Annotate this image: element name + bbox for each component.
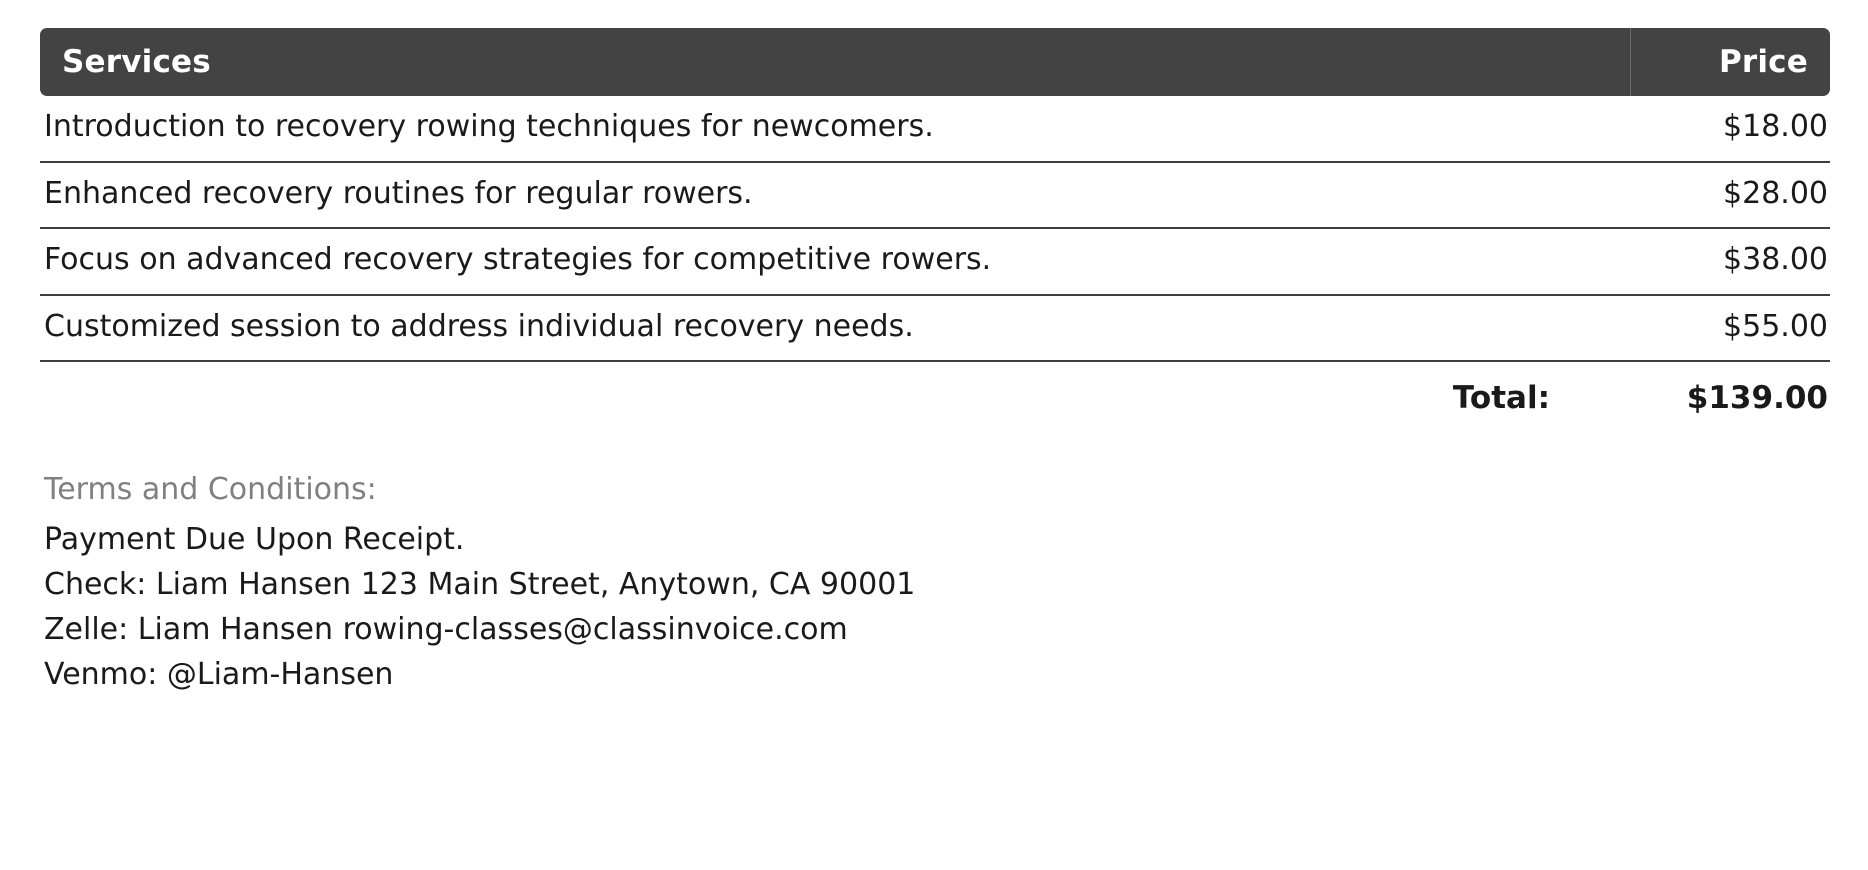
- service-price: $28.00: [1630, 162, 1830, 229]
- terms-line-check: Check: Liam Hansen 123 Main Street, Anytown, CA 90001: [44, 567, 916, 602]
- terms-line-zelle: Zelle: Liam Hansen rowing-classes@classinvoice.com: [44, 612, 848, 647]
- table-body: [40, 96, 1830, 361]
- table-row: [40, 162, 1830, 229]
- terms-heading: Terms and Conditions:: [44, 472, 377, 507]
- table-footer: [40, 361, 1830, 422]
- service-description: Customized session to address individual recovery needs.: [40, 295, 1630, 362]
- table-row: [40, 295, 1830, 362]
- total-value: $139.00: [1686, 380, 1828, 416]
- service-price: $55.00: [1630, 295, 1830, 362]
- total-row: [40, 361, 1830, 422]
- table-header-row: [40, 28, 1830, 96]
- terms-line-payment: Payment Due Upon Receipt.: [44, 522, 465, 557]
- service-description: Focus on advanced recovery strategies for competitive rowers.: [40, 228, 1630, 295]
- service-description: Introduction to recovery rowing techniques for newcomers.: [40, 96, 1630, 162]
- terms-and-conditions-section: [40, 472, 1828, 697]
- terms-line-venmo: Venmo: @Liam-Hansen: [44, 657, 394, 692]
- table-header: [40, 28, 1830, 96]
- service-price: $38.00: [1630, 228, 1830, 295]
- column-header-services: Services: [40, 28, 1630, 96]
- total-label: Total:: [1452, 380, 1550, 416]
- service-description: Enhanced recovery routines for regular rowers.: [40, 162, 1630, 229]
- table-row: [40, 228, 1830, 295]
- services-price-table: [40, 28, 1830, 422]
- service-price: $18.00: [1630, 96, 1830, 162]
- table-row: [40, 96, 1830, 162]
- column-header-price: Price: [1630, 28, 1830, 96]
